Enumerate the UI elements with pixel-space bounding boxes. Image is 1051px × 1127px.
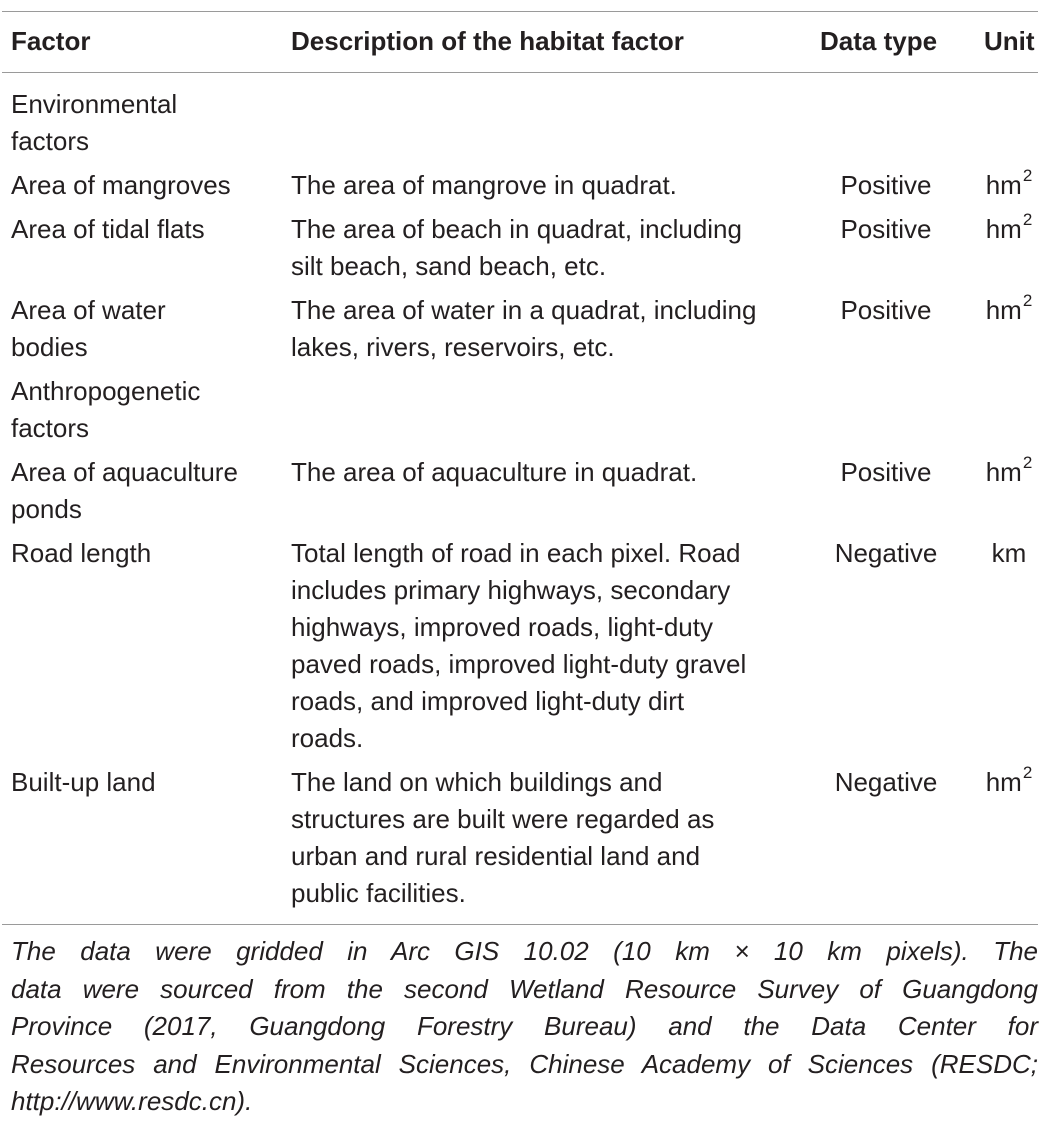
description-cell [291, 167, 677, 204]
description-cell-line: paved roads, improved light-duty gravel [291, 649, 747, 679]
factor-cell-line: Built-up land [11, 767, 156, 797]
header-description: Description of the habitat factor [291, 26, 684, 56]
table-header-rule [2, 72, 1038, 73]
unit-cell [975, 167, 1043, 204]
unit-cell [975, 292, 1043, 329]
unit-cell [975, 764, 1043, 801]
description-cell-line: lakes, rivers, reservoirs, etc. [291, 332, 615, 362]
factor-cell-line: Area of tidal flats [11, 214, 205, 244]
factor-cell [11, 454, 238, 528]
unit-superscript: 2 [1022, 453, 1033, 472]
unit-superscript: 2 [1022, 291, 1033, 310]
description-cell [291, 764, 714, 912]
data-type-cell: Negative [834, 767, 938, 797]
unit-base: hm [985, 214, 1022, 244]
description-cell-line: includes primary highways, secondary [291, 575, 731, 605]
factor-cell [11, 373, 200, 447]
factor-cell [11, 86, 177, 160]
description-cell-line: The area of beach in quadrat, including [291, 214, 742, 244]
footnote-line: http://www.resdc.cn). [11, 1086, 253, 1116]
unit-cell [975, 535, 1043, 572]
description-cell-line: roads, and improved light-duty dirt [291, 686, 685, 716]
description-cell-line: urban and rural residential land and [291, 841, 701, 871]
description-cell-line: roads. [291, 723, 364, 753]
factor-cell-line: Anthropogenetic [11, 376, 201, 406]
unit-superscript: 2 [1022, 210, 1033, 229]
description-cell-line: silt beach, sand beach, etc. [291, 251, 607, 281]
description-cell-line: The area of aquaculture in quadrat. [291, 457, 698, 487]
description-cell-line: highways, improved roads, light-duty [291, 612, 713, 642]
data-type-cell: Positive [840, 170, 932, 200]
description-cell-line: The area of water in a quadrat, including [291, 295, 757, 325]
table-footnote [11, 933, 1038, 1121]
unit-cell [975, 454, 1043, 491]
factor-cell [11, 764, 156, 801]
factor-cell [11, 167, 231, 204]
unit-base: hm [985, 295, 1022, 325]
data-type-cell: Negative [834, 538, 938, 568]
description-cell-line: structures are built were regarded as [291, 804, 715, 834]
factor-cell-line: ponds [11, 494, 82, 524]
factor-cell-line: Area of aquaculture [11, 457, 238, 487]
factor-cell [11, 535, 151, 572]
factor-cell [11, 292, 166, 366]
factor-cell-line: bodies [11, 332, 88, 362]
footnote-line: Resources and Environmental Sciences, Chinese Academy of Sciences (RESDC; [11, 1048, 1038, 1079]
footnote-line: data were sourced from the second Wetland Resource Survey of Guangdong [11, 973, 1038, 1004]
description-cell-line: public facilities. [291, 878, 466, 908]
data-type-cell: Positive [840, 214, 932, 244]
unit-base: hm [985, 457, 1022, 487]
unit-base: hm [985, 170, 1022, 200]
unit-superscript: 2 [1022, 166, 1033, 185]
description-cell [291, 535, 746, 757]
table-bottom-rule [2, 924, 1038, 925]
description-cell [291, 292, 756, 366]
description-cell-line: The area of mangrove in quadrat. [291, 170, 677, 200]
data-type-cell: Positive [840, 457, 932, 487]
footnote-line: The data were gridded in Arc GIS 10.02 (10 km × 10 km pixels). The [11, 936, 1038, 966]
unit-base: km [991, 538, 1027, 568]
table-top-rule [2, 11, 1038, 12]
data-type-cell: Positive [840, 295, 932, 325]
factor-cell-line: Road length [11, 538, 152, 568]
factor-cell-line: Area of mangroves [11, 170, 231, 200]
unit-base: hm [985, 767, 1022, 797]
description-cell [291, 211, 742, 285]
description-cell-line: Total length of road in each pixel. Road [291, 538, 741, 568]
header-factor: Factor [11, 26, 91, 56]
factor-cell [11, 211, 205, 248]
footnote-line: Province (2017, Guangdong Forestry Bureau) and the Data Center for [11, 1011, 1038, 1041]
description-cell-line: The land on which buildings and [291, 767, 663, 797]
header-unit: Unit [984, 26, 1035, 56]
factor-cell-line: factors [11, 126, 90, 156]
factor-cell-line: Environmental [11, 89, 178, 119]
unit-superscript: 2 [1022, 763, 1033, 782]
header-data-type: Data type [820, 26, 938, 56]
unit-cell [975, 211, 1043, 248]
description-cell [291, 454, 697, 491]
factor-cell-line: factors [11, 413, 90, 443]
factor-cell-line: Area of water [11, 295, 166, 325]
